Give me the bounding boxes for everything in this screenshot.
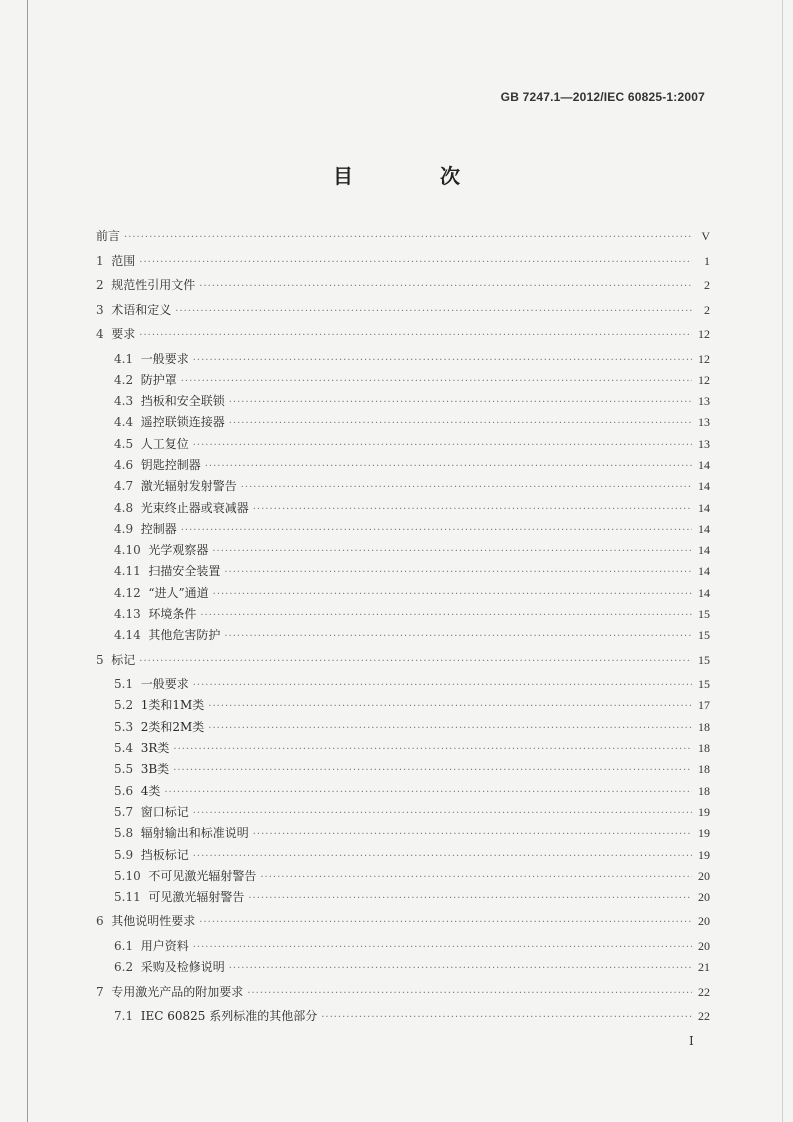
toc-entry-label: 规范性引用文件	[111, 278, 196, 292]
toc-entry-page: 14	[698, 585, 710, 600]
toc-entry-page: 2	[704, 278, 710, 292]
toc-entry-label: 其他危害防护	[148, 628, 221, 643]
toc-entry-page: 14	[698, 543, 710, 558]
toc-entry-number: 6	[96, 914, 112, 929]
toc-entry-page: 20	[698, 868, 710, 883]
toc-entry-label: 1类和1M类	[140, 698, 205, 713]
toc-entry-number: 6.2	[114, 960, 141, 975]
toc-entry[interactable]	[96, 392, 710, 413]
table-of-contents	[96, 227, 710, 1028]
toc-entry-page: 13	[698, 394, 710, 409]
toc-entry[interactable]	[96, 696, 710, 717]
dot-leader	[164, 787, 692, 798]
toc-entry-number: 7.1	[114, 1009, 141, 1024]
toc-entry-label: 前言	[96, 229, 121, 243]
toc-entry[interactable]	[96, 937, 710, 958]
dot-leader	[199, 281, 692, 292]
dot-leader	[224, 567, 692, 578]
toc-entry[interactable]	[96, 541, 710, 562]
dot-leader	[229, 963, 692, 974]
toc-entry[interactable]	[96, 983, 710, 1008]
toc-entry[interactable]	[96, 227, 710, 252]
toc-entry[interactable]	[96, 413, 710, 434]
toc-entry-number: 4.12	[114, 585, 149, 600]
toc-entry-number: 5.10	[114, 868, 149, 883]
toc-entry[interactable]	[96, 1007, 710, 1028]
toc-entry[interactable]	[96, 435, 710, 456]
toc-entry-label: 范围	[111, 253, 136, 268]
toc-entry-page: 22	[698, 984, 710, 999]
toc-entry-page: 18	[698, 719, 710, 734]
toc-entry-number: 5.8	[114, 826, 141, 841]
dot-leader	[212, 546, 692, 557]
toc-entry-label: 可见激光辐射警告	[148, 890, 245, 905]
toc-entry-page: 19	[698, 804, 710, 819]
toc-entry-number: 4.10	[114, 543, 149, 558]
toc-entry-number: 4.7	[114, 479, 141, 494]
toc-entry-page: 2	[704, 302, 710, 317]
toc-entry-page: 12	[698, 351, 710, 366]
toc-entry-label: 标记	[111, 652, 136, 667]
toc-entry[interactable]	[96, 584, 710, 605]
toc-entry-page: 15	[698, 652, 710, 667]
toc-entry-number: 3	[96, 302, 112, 317]
dot-leader	[173, 765, 692, 776]
toc-entry[interactable]	[96, 350, 710, 371]
toc-entry-label: 专用激光产品的附加要求	[111, 984, 244, 999]
toc-entry-page: 15	[698, 677, 710, 692]
toc-entry-page: 22	[698, 1009, 710, 1024]
toc-entry-page: 21	[698, 960, 710, 975]
dot-leader	[205, 461, 692, 472]
toc-entry-label: 窗口标记	[140, 804, 189, 819]
page-number: I	[689, 1034, 694, 1048]
dot-leader	[224, 631, 692, 642]
toc-entry-page: V	[701, 229, 710, 243]
toc-entry-number: 4.4	[114, 415, 141, 430]
toc-entry-number: 5.6	[114, 783, 141, 798]
toc-entry-label: 控制器	[140, 521, 177, 536]
toc-entry[interactable]	[96, 867, 710, 888]
toc-entry-number: 4.14	[114, 628, 149, 643]
toc-entry[interactable]	[96, 605, 710, 626]
toc-entry-label: 2类和2M类	[140, 719, 205, 734]
toc-entry-number: 4.9	[114, 521, 141, 536]
toc-entry-label: “进人”通道	[148, 585, 209, 600]
dot-leader	[124, 232, 692, 243]
toc-entry-label: 挡板标记	[140, 847, 189, 862]
toc-entry-label: 激光辐射发射警告	[140, 479, 237, 494]
toc-entry-label: 钥匙控制器	[140, 457, 201, 472]
dot-leader	[247, 988, 692, 999]
dot-leader	[193, 808, 692, 819]
dot-leader	[139, 656, 692, 667]
toc-entry-label: 一般要求	[140, 677, 189, 692]
toc-entry[interactable]	[96, 760, 710, 781]
toc-entry-number: 5.4	[114, 741, 141, 756]
toc-entry-number: 6.1	[114, 938, 141, 953]
toc-entry[interactable]	[96, 520, 710, 541]
toc-entry-page: 13	[698, 415, 710, 430]
toc-entry[interactable]	[96, 888, 710, 909]
toc-entry[interactable]	[96, 739, 710, 760]
dot-leader	[241, 482, 692, 493]
toc-entry-page: 15	[698, 628, 710, 643]
toc-entry-page: 20	[698, 938, 710, 953]
toc-entry-number: 7	[96, 984, 112, 999]
dot-leader	[321, 1012, 692, 1023]
toc-entry-label: 其他说明性要求	[111, 914, 196, 929]
dot-leader	[208, 723, 692, 734]
toc-entry-page: 12	[698, 372, 710, 387]
toc-entry-page: 13	[698, 436, 710, 451]
toc-entry[interactable]	[96, 782, 710, 803]
dot-leader	[200, 610, 692, 621]
toc-entry-number: 4.2	[114, 372, 141, 387]
toc-entry-label: 一般要求	[140, 351, 189, 366]
dot-leader	[248, 893, 692, 904]
dot-leader	[208, 701, 692, 712]
toc-entry-number: 4	[96, 327, 112, 341]
toc-entry-number: 5.7	[114, 804, 141, 819]
toc-entry-label: 辐射输出和标准说明	[140, 826, 249, 841]
toc-entry-label: 要求	[111, 327, 136, 341]
dot-leader	[193, 942, 692, 953]
toc-entry-page: 18	[698, 741, 710, 756]
toc-entry-label: 防护罩	[140, 372, 177, 387]
dot-leader	[253, 829, 692, 840]
toc-entry-number: 4.8	[114, 500, 141, 515]
toc-entry-number: 5.11	[114, 890, 149, 905]
toc-entry-label: 术语和定义	[111, 302, 172, 317]
toc-entry-label: 光学观察器	[148, 543, 209, 558]
toc-entry-page: 14	[698, 457, 710, 472]
toc-entry-number: 5.9	[114, 847, 141, 862]
toc-entry-number: 4.13	[114, 607, 149, 622]
dot-leader	[181, 376, 692, 387]
toc-entry-number: 2	[96, 278, 112, 292]
toc-entry[interactable]	[96, 252, 710, 277]
toc-entry-label: 挡板和安全联锁	[140, 394, 225, 409]
toc-entry-number: 4.6	[114, 457, 141, 472]
toc-entry[interactable]	[96, 824, 710, 845]
toc-entry-page: 17	[698, 698, 710, 713]
standard-code: GB 7247.1—2012/IEC 60825-1:2007	[500, 90, 705, 104]
toc-entry[interactable]	[96, 958, 710, 979]
dot-leader	[193, 851, 692, 862]
toc-entry-label: 光束终止器或衰减器	[140, 500, 249, 515]
dot-leader	[229, 397, 692, 408]
toc-entry[interactable]	[96, 675, 710, 696]
toc-entry-page: 14	[698, 521, 710, 536]
dot-leader	[193, 440, 692, 451]
toc-entry-page: 18	[698, 783, 710, 798]
dot-leader	[213, 589, 692, 600]
toc-entry[interactable]	[96, 651, 710, 676]
dot-leader	[139, 257, 692, 268]
dot-leader	[139, 330, 692, 341]
toc-entry-page: 19	[698, 826, 710, 841]
toc-entry-page: 1	[704, 253, 710, 268]
toc-entry[interactable]	[96, 301, 710, 326]
toc-entry-number: 4.5	[114, 436, 141, 451]
toc-entry[interactable]	[96, 276, 710, 301]
toc-entry[interactable]	[96, 477, 710, 498]
toc-entry-page: 14	[698, 479, 710, 494]
toc-entry-label: 扫描安全装置	[148, 564, 221, 579]
toc-entry-page: 18	[698, 762, 710, 777]
dot-leader	[199, 917, 692, 928]
dot-leader	[173, 744, 692, 755]
dot-leader	[181, 525, 692, 536]
toc-entry-number: 5.3	[114, 719, 141, 734]
toc-entry-number: 1	[96, 253, 112, 268]
toc-entry-number: 4.3	[114, 394, 141, 409]
toc-entry[interactable]	[96, 803, 710, 824]
toc-entry-number: 5.1	[114, 677, 141, 692]
toc-entry-label: 4类	[140, 783, 161, 798]
toc-entry-label: 不可见激光辐射警告	[148, 868, 257, 883]
toc-entry[interactable]	[96, 499, 710, 520]
toc-entry-number: 4.1	[114, 351, 141, 366]
toc-entry-label: 人工复位	[140, 436, 189, 451]
toc-entry-number: 5.5	[114, 762, 141, 777]
toc-entry[interactable]	[96, 371, 710, 392]
toc-entry-page: 20	[698, 914, 710, 929]
toc-entry-label: IEC 60825 系列标准的其他部分	[140, 1009, 318, 1024]
toc-entry-number: 5	[96, 652, 112, 667]
dot-leader	[193, 680, 692, 691]
toc-entry-number: 4.11	[114, 564, 149, 579]
toc-entry[interactable]	[96, 718, 710, 739]
toc-entry-page: 19	[698, 847, 710, 862]
toc-entry-label: 遥控联锁连接器	[140, 415, 225, 430]
toc-entry-page: 15	[698, 607, 710, 622]
toc-entry-page: 14	[698, 564, 710, 579]
toc-entry-page: 14	[698, 500, 710, 515]
toc-entry[interactable]	[96, 846, 710, 867]
dot-leader	[193, 355, 692, 366]
toc-entry-page: 12	[698, 327, 710, 341]
toc-entry-number: 5.2	[114, 698, 141, 713]
toc-entry-label: 3B类	[140, 762, 170, 777]
toc-entry[interactable]	[96, 912, 710, 937]
toc-entry-page: 20	[698, 890, 710, 905]
dot-leader	[253, 504, 692, 515]
dot-leader	[229, 418, 692, 429]
toc-entry-label: 采购及检修说明	[140, 960, 225, 975]
toc-entry-label: 环境条件	[148, 607, 197, 622]
page-title: 目 次	[333, 164, 500, 188]
toc-entry[interactable]	[96, 456, 710, 477]
toc-entry[interactable]	[96, 626, 710, 647]
toc-entry-label: 用户资料	[140, 938, 189, 953]
dot-leader	[260, 872, 692, 883]
toc-entry[interactable]	[96, 562, 710, 583]
toc-entry[interactable]	[96, 325, 710, 350]
toc-entry-label: 3R类	[140, 741, 170, 756]
dot-leader	[175, 306, 692, 317]
